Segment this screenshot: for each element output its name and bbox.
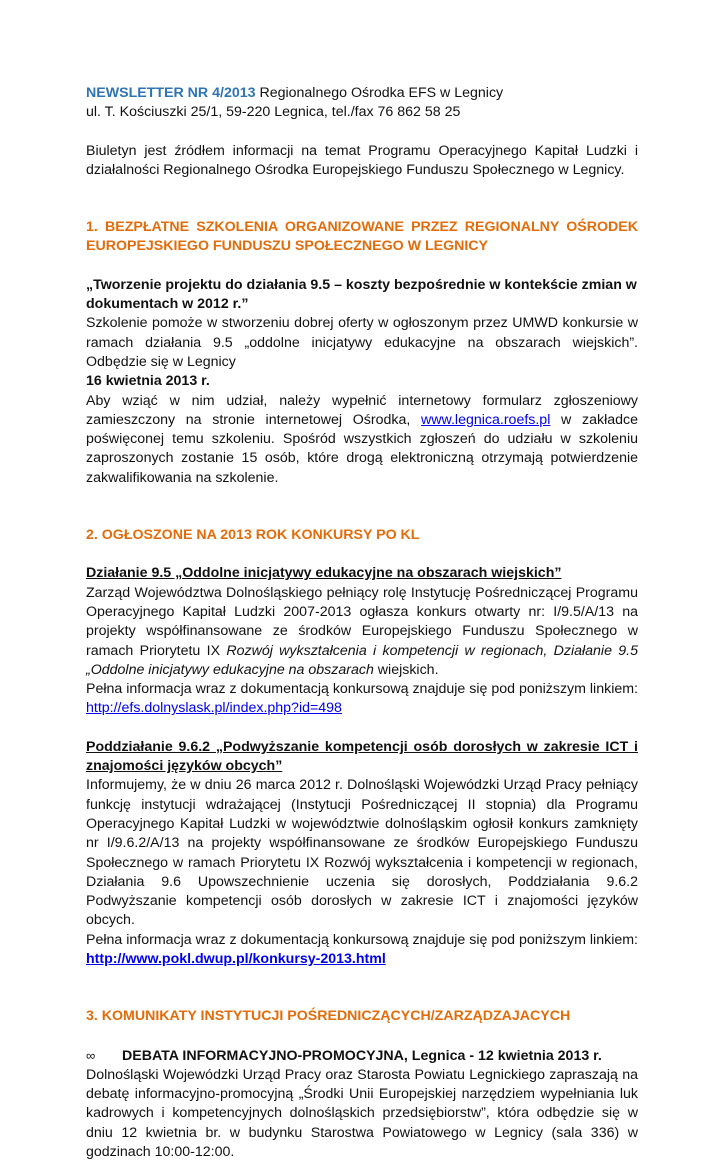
action-95-link-line xyxy=(86,699,638,718)
org-address: ul. T. Kościuszki 25/1, 59-220 Legnica, tel./fax 76 862 58 25 xyxy=(86,104,461,121)
section2-title: 2. OGŁOSZONE NA 2013 ROK KONKURSY PO KL xyxy=(86,527,420,544)
section1-title-line1: 1. BEZPŁATNE SZKOLENIA ORGANIZOWANE PRZEZ REGIONALNY OŚRODEK xyxy=(86,219,638,236)
action-95-text: Zarząd Województwa Dolnośląskiego pełniący rolę Instytucję Pośredniczącej Programu Operacyjnego Kapitał Ludzki 2007-2013 ogłasza konkurs otwarty nr: I/9.5/A/13 na projekty współfinansowane ze środków Europejskiego Funduszu Społecznego w ramach Priorytetu IX xyxy=(86,584,638,659)
event-title: DEBATA INFORMACYJNO-PROMOCYJNA, Legnica - 12 kwietnia 2013 r. xyxy=(122,1047,602,1064)
subaction-962-heading: Poddziałanie 9.6.2 „Podwyższanie kompetencji osób dorosłych w zakresie ICT i znajomości języków obcych” xyxy=(86,738,638,775)
roefs-website-link[interactable]: www.legnica.roefs.pl xyxy=(421,411,551,428)
subaction-962-link-line xyxy=(86,950,638,969)
action-95-description xyxy=(86,584,638,680)
training-title: „Tworzenie projektu do działania 9.5 – koszty bezpośrednie w kontekście zmian w dokumentach w 2012 r.” xyxy=(86,276,637,313)
org-name: Regionalnego Ośrodka EFS w Legnicy xyxy=(255,85,504,101)
section1-title-line2: EUROPEJSKIEGO FUNDUSZU SPOŁECZNEGO W LEGNICY xyxy=(86,238,489,255)
training-description: Szkolenie pomoże w stworzeniu dobrej oferty w ogłoszonym przez UMWD konkursie w ramach działania 9.5 „oddolne inicjatywy edukacyjne na obszarach wiejskich”. Odbędzie się w Legnicy xyxy=(86,315,638,370)
action-95-link-intro: Pełna informacja wraz z dokumentacją konkursową znajduje się pod poniższym linkiem: xyxy=(86,681,638,698)
event-description: Dolnośląski Wojewódzki Urząd Pracy oraz Starosta Powiatu Legnickiego zapraszają na debatę informacyjno-promocyjną „Środki Unii Europejskiej narzędziem wypełniania luk kadrowych i kompetencyjnych dolnośląskich przedsiębiorstw”, która odbędzie się w dniu 12 kwietnia br. w budynku Starostwa Powiatowego w Legnicy (sala 336) w godzinach 10:00-12:00. xyxy=(86,1066,638,1161)
intro-paragraph: Biuletyn jest źródłem informacji na temat Programu Operacyjnego Kapitał Ludzki i działalności Regionalnego Ośrodka Europejskiego Funduszu Społecznego w Legnicy. xyxy=(86,142,638,178)
pokl-dwup-link[interactable]: http://www.pokl.dwup.pl/konkursy-2013.html xyxy=(86,950,386,967)
signup-text-after: w zakładce poświęconej temu szkoleniu. Spośród wszystkich zgłoszeń do udziału w szkoleniu zaproszonych zostanie 15 osób, które drogą elektroniczną otrzymają potwierdzenie zakwalifikowania na szkolenie. xyxy=(86,411,639,486)
training-date: 16 kwietnia 2013 r. xyxy=(86,373,210,390)
efs-dolnyslask-link[interactable]: http://efs.dolnyslask.pl/index.php?id=498 xyxy=(86,700,342,717)
section3-title: 3. KOMUNIKATY INSTYTUCJI POŚREDNICZĄCYCH/ZARZĄDZAJACYCH xyxy=(86,1008,571,1025)
infinity-bullet-icon: ∞ xyxy=(86,1047,96,1063)
event-title-line xyxy=(86,1046,638,1066)
action-95-heading: Działanie 9.5 „Oddolne inicjatywy edukacyjne na obszarach wiejskich” xyxy=(86,565,562,582)
action-95-italic-text: Rozwój wykształcenia i kompetencji w regionach, Działanie 9.5 „Oddolne inicjatywy edukacyjne na obszarach xyxy=(86,642,638,678)
action-95-text-end: wiejskich. xyxy=(373,661,439,678)
subaction-962-description: Informujemy, że w dniu 26 marca 2012 r. Dolnośląski Wojewódzki Urząd Pracy pełniący funkcję instytucji wdrażającej (Instytucji Pośredniczącej II stopnia) dla Programu Operacyjnego Kapitał Ludzki w województwie dolnośląskim ogłosił konkurs zamknięty nr I/9.6.2/A/13 na projekty współfinansowane ze środków Europejskiego Funduszu Społecznego w ramach Priorytetu IX Rozwój wykształcenia i kompetencji w regionach, Działania 9.6 Upowszechnienie uczenia się dorosłych, Poddziałania 9.6.2 Podwyższanie kompetencji osób dorosłych w zakresie ICT i znajomości języków obcych. xyxy=(86,777,638,929)
newsletter-label: NEWSLETTER NR 4/2013 xyxy=(86,85,256,101)
newsletter-header xyxy=(86,84,638,103)
signup-text-before: Aby wziąć w nim udział, należy wypełnić internetowy formularz zgłoszeniowy zamieszczony na stronie internetowej Ośrodka, xyxy=(86,392,638,428)
training-signup-paragraph xyxy=(86,392,638,488)
subaction-962-link-intro: Pełna informacja wraz z dokumentacją konkursową znajduje się pod poniższym linkiem: xyxy=(86,931,638,948)
